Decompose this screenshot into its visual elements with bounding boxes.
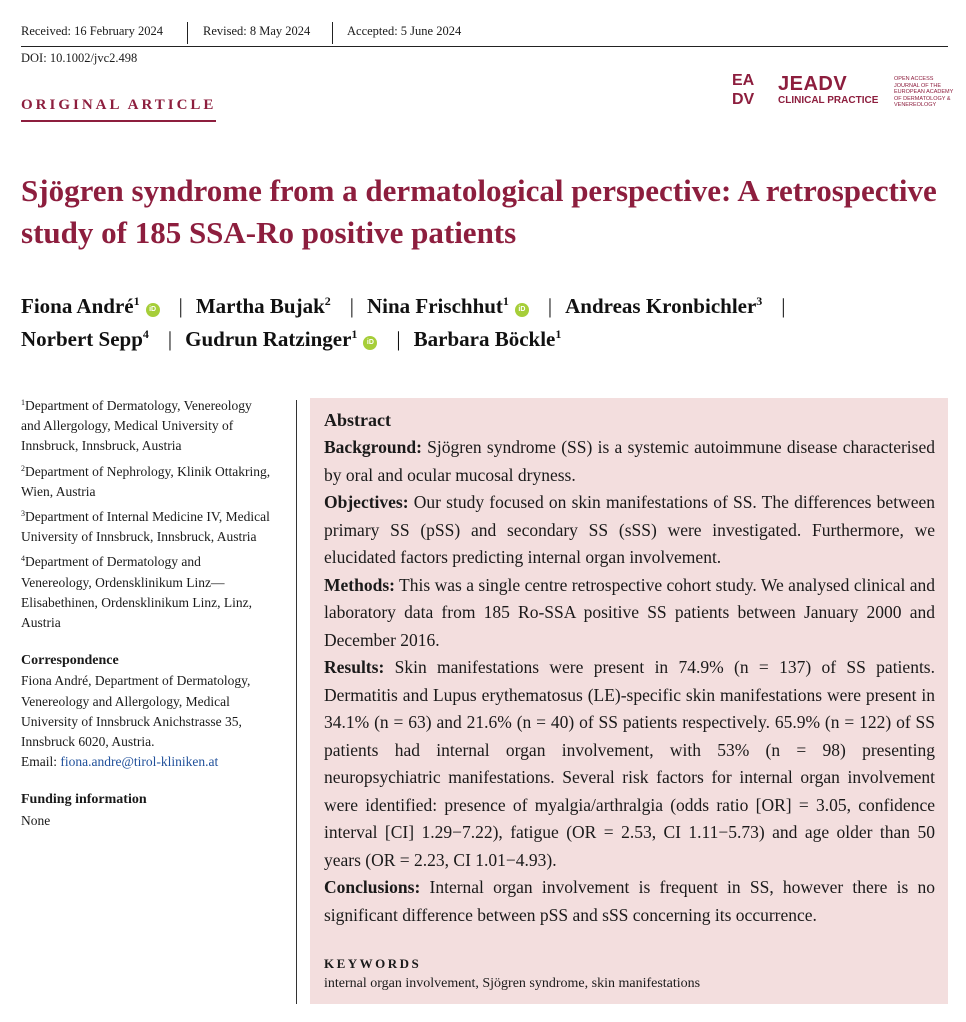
abstract-methods	[324, 572, 935, 655]
conclusions-label: Conclusions:	[324, 877, 421, 897]
affiliation	[21, 462, 271, 502]
email-link[interactable]: fiona.andre@tirol-kliniken.at	[60, 754, 219, 770]
abstract-conclusions	[324, 874, 935, 929]
author-name: Gudrun Ratzinger	[185, 327, 352, 351]
author-list	[21, 290, 961, 356]
author-name: Barbara Böckle	[413, 327, 556, 351]
objectives-label: Objectives:	[324, 492, 409, 512]
affiliation-number: 2	[21, 463, 25, 473]
affiliation-number: 4	[21, 554, 25, 564]
orcid-icon[interactable]: iD	[515, 303, 529, 317]
author-separator: |	[547, 294, 553, 318]
journal-name: JEADV	[778, 73, 848, 95]
funding-text: None	[21, 812, 51, 828]
author-affiliation-number: 3	[756, 294, 763, 308]
results-label: Results:	[324, 657, 385, 677]
affiliation-text: Department of Internal Medicine IV, Medical University of Innsbruck, Innsbruck, Austria	[21, 509, 270, 545]
column-divider	[296, 400, 297, 1004]
publication-dates-bar	[21, 22, 948, 47]
author[interactable]	[414, 327, 562, 351]
results-text: Skin manifestations were present in 74.9% (n = 137) of SS patients. Dermatitis and Lupus erythematosus (LE)-specific skin manifestations were present in 34.1% (n = 63) and 21.6% (n = 40) of SS patients respectively. 65.9% (n = 122) of SS patients had internal organ involvement, with 53% (n = 98) presenting neuropsychiatric manifestations. Several risk factors for internal organ involvement were identified: presence of myalgia/arthralgia (odds ratio [OR] = 3.05, confidence interval [CI] 1.29−7.22), fatigue (OR = 2.53, CI 1.11−5.73) and age older than 50 years (OR = 2.23, CI 1.01−4.93).	[324, 657, 935, 870]
affiliation-text: Department of Nephrology, Klinik Ottakring, Wien, Austria	[21, 463, 271, 499]
abstract-background	[324, 434, 935, 489]
funding-heading: Funding information	[21, 792, 147, 808]
correspondence-heading: Correspondence	[21, 653, 119, 669]
date-divider	[187, 22, 188, 44]
correspondence-email-line	[21, 752, 271, 772]
article-sidebar	[21, 396, 271, 831]
accepted-date: Accepted: 5 June 2024	[347, 24, 462, 38]
author-separator: |	[781, 294, 786, 318]
affiliation	[21, 507, 271, 547]
eadv-logo-icon	[732, 72, 770, 110]
abstract-results	[324, 654, 935, 874]
author[interactable]	[367, 294, 529, 318]
affiliation-number: 3	[21, 509, 25, 519]
affiliation	[21, 552, 271, 633]
author-affiliation-number: 1	[351, 327, 358, 341]
author[interactable]	[196, 294, 331, 318]
revised-date: Revised: 8 May 2024	[203, 24, 311, 38]
methods-label: Methods:	[324, 574, 395, 595]
article-title: Sjögren syndrome from a dermatological perspective: A retrospective study of 185 SSA-Ro positive patients	[21, 173, 937, 250]
conclusions-text: Internal organ involvement is frequent in SS, however there is no significant difference between pSS and sSS concerning its occurrence.	[324, 877, 935, 925]
doi[interactable]: DOI: 10.1002/jvc2.498	[21, 51, 138, 65]
keywords-list: internal organ involvement, Sjögren syndrome, skin manifestations	[324, 976, 701, 991]
author[interactable]	[21, 327, 149, 351]
author-name: Fiona André	[21, 294, 134, 318]
journal-subtitle: CLINICAL PRACTICE	[778, 95, 879, 106]
orcid-icon[interactable]: iD	[363, 336, 377, 350]
author-separator: |	[349, 294, 354, 318]
author[interactable]	[21, 294, 160, 318]
author-affiliation-number: 2	[324, 294, 331, 308]
author-name: Norbert Sepp	[21, 327, 143, 351]
author[interactable]	[565, 294, 762, 318]
author-affiliation-number: 1	[502, 294, 509, 308]
logo-mark-top: EA	[732, 72, 755, 89]
author[interactable]	[185, 327, 377, 351]
abstract-box	[310, 398, 948, 1004]
author-separator: |	[167, 327, 173, 351]
author-name: Martha Bujak	[195, 294, 325, 318]
methods-text: This was a single centre retrospective cohort study. We analysed clinical and laboratory data from 185 Ro-SSA positive SS patients between January 2000 and December 2016.	[324, 574, 935, 650]
email-label: Email:	[21, 754, 61, 770]
orcid-icon[interactable]: iD	[146, 303, 160, 317]
author-name: Nina Frischhut	[366, 294, 503, 318]
date-divider	[332, 22, 333, 44]
author-separator: |	[178, 294, 183, 318]
correspondence-text: Fiona André, Department of Dermatology, Venereology and Allergology, Medical University of Innsbruck Anichstrasse 35, Innsbruck 6020, Austria.	[21, 673, 251, 750]
logo-mark-bottom: DV	[732, 91, 755, 108]
background-text: Sjögren syndrome (SS) is a systemic autoimmune disease characterised by oral and ocular mucosal dryness.	[324, 437, 935, 485]
affiliation-text: Department of Dermatology, Venereology and Allergology, Medical University of Innsbruck, Innsbruck, Austria	[21, 398, 252, 454]
author-affiliation-number: 1	[133, 294, 140, 308]
objectives-text: Our study focused on skin manifestations of SS. The differences between primary SS (pSS) and secondary SS (sSS) were investigated. Furthermore, we elucidated factors predicting internal organ involvement.	[324, 492, 935, 567]
received-date: Received: 16 February 2024	[21, 24, 163, 38]
affiliation-text: Department of Dermatology and Venereology, Ordensklinikum Linz—Elisabethinen, Ordensklinikum Linz, Linz, Austria	[21, 554, 252, 631]
journal-tagline: OPEN ACCESS JOURNAL OF THE EUROPEAN ACADEMY OF DERMATOLOGY & VENEREOLOGY	[894, 76, 954, 108]
author-affiliation-number: 1	[555, 327, 562, 341]
author-name: Andreas Kronbichler	[565, 294, 757, 318]
journal-logo[interactable]	[732, 72, 954, 110]
affiliation-number: 1	[21, 398, 25, 407]
keywords-heading: KEYWORDS	[324, 956, 422, 971]
background-label: Background:	[324, 437, 422, 457]
author-affiliation-number: 4	[142, 327, 149, 341]
abstract-heading: Abstract	[324, 410, 391, 430]
section-label: ORIGINAL ARTICLE	[21, 97, 216, 122]
affiliation	[21, 396, 271, 457]
abstract-objectives	[324, 489, 935, 572]
author-separator: |	[396, 327, 401, 351]
